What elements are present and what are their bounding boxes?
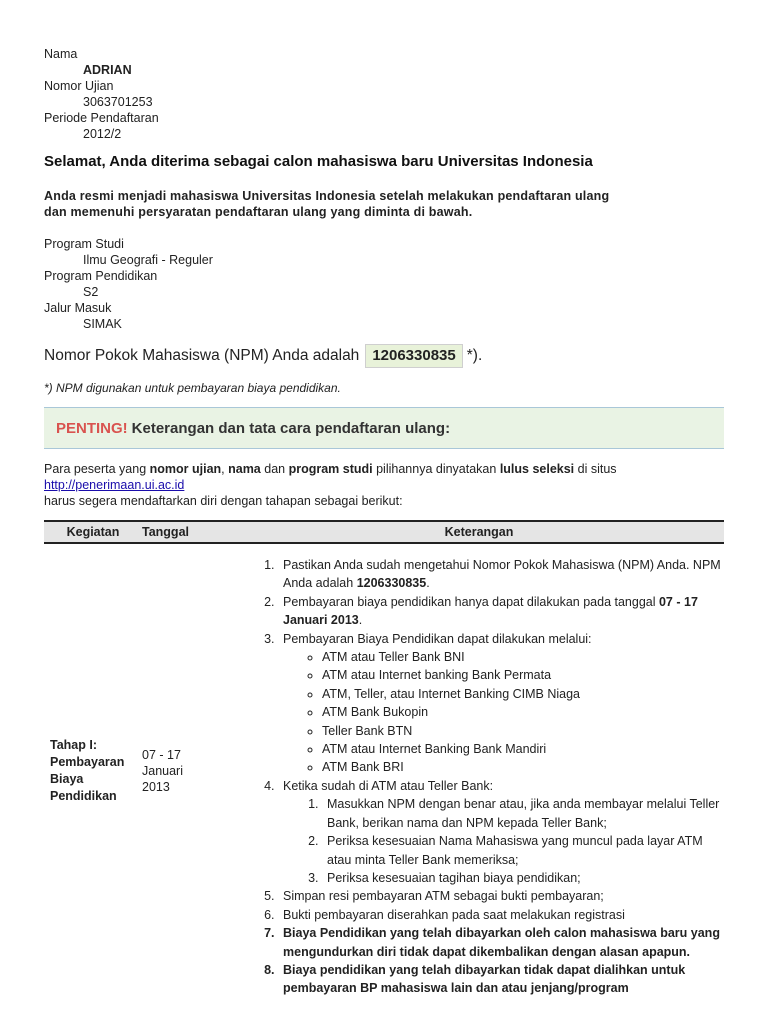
kegiatan-line: Pendidikan [50, 788, 117, 803]
bank-item: ◦ ATM atau Internet banking Bank Permata [322, 666, 724, 684]
studi-value: Ilmu Geografi - Reguler [83, 253, 213, 267]
list-item: 5. Simpan resi pembayaran ATM sebagai bukti pembayaran; [278, 887, 724, 905]
step-text: . [426, 576, 430, 591]
intro-paragraph [44, 461, 724, 509]
admission-letter [44, 46, 724, 998]
pendidikan-value: S2 [83, 285, 99, 299]
nama-value: ADRIAN [83, 63, 132, 77]
studi-label: Program Studi [44, 237, 124, 251]
step-bold: 1206330835 [356, 576, 427, 591]
penting-label: PENTING! [56, 419, 128, 437]
step-text: Pembayaran Biaya Pendidikan dapat dilakukan melalui: [283, 631, 592, 646]
bank-item: ◦ ATM, Teller, atau Internet Banking CIMB Niaga [322, 685, 724, 703]
step-text: Pembayaran biaya pendidikan hanya dapat dilakukan pada tanggal [283, 594, 659, 609]
bank-item: ◦ Teller Bank BTN [322, 722, 724, 740]
list-item [278, 630, 724, 777]
periode-label: Periode Pendaftaran [44, 111, 159, 125]
intro-text: dan [260, 462, 289, 476]
list-item [278, 556, 724, 593]
intro-bold: lulus seleksi [499, 462, 575, 476]
steps-table [44, 520, 724, 998]
lead-paragraph: Anda resmi menjadi mahasiswa Universitas Indonesia setelah melakukan pendaftaran ulang dan memenuhi persyaratan pendaftaran ulang yang diminta di bawah. [44, 189, 610, 219]
intro-bold: nomor ujian [149, 462, 222, 476]
step-text: Pastikan Anda sudah mengetahui Nomor Pokok Mahasiswa (NPM) Anda. NPM Anda adalah [283, 558, 721, 591]
page-title: Selamat, Anda diterima sebagai calon mahasiswa baru Universitas Indonesia [44, 153, 593, 170]
substep-item: 2. Periksa kesesuaian Nama Mahasiswa yang muncul pada layar ATM atau minta Teller Bank memeriksa; [322, 832, 724, 869]
substep-item: 3. Periksa kesesuaian tagihan biaya pendidikan; [322, 869, 724, 887]
steps-list [234, 556, 724, 998]
tanggal-line: Januari [142, 763, 183, 778]
step-bold: 07 - 17 Januari 2013 [283, 594, 698, 628]
nama-label: Nama [44, 47, 78, 61]
intro-text: pilihannya dinyatakan [372, 462, 500, 476]
program-info [44, 236, 724, 332]
step-text: . [358, 613, 363, 628]
intro-text: di situs [574, 462, 617, 476]
intro-text: Para peserta yang [44, 462, 150, 476]
keterangan-cell [234, 543, 724, 998]
jalur-label: Jalur Masuk [44, 301, 112, 315]
pendidikan-label: Program Pendidikan [44, 269, 158, 283]
tanggal-cell [142, 543, 234, 998]
kegiatan-cell [44, 543, 142, 998]
npm-note: *) NPM digunakan untuk pembayaran biaya pendidikan. [44, 381, 341, 395]
ujian-label: Nomor Ujian [44, 79, 114, 93]
bank-item: ◦ ATM atau Internet Banking Bank Mandiri [322, 740, 724, 758]
notice-banner [44, 407, 724, 449]
jalur-value: SIMAK [83, 317, 122, 331]
intro-bold: nama [228, 462, 261, 476]
intro-bold: program studi [288, 462, 373, 476]
bank-item: ◦ ATM Bank Bukopin [322, 703, 724, 721]
list-item [278, 777, 724, 887]
list-item: 6. Bukti pembayaran diserahkan pada saat melakukan registrasi [278, 906, 724, 924]
npm-value-box: 1206330835 [365, 344, 462, 368]
npm-prefix: Nomor Pokok Mahasiswa (NPM) Anda adalah [44, 347, 360, 364]
table-row [44, 543, 724, 998]
substep-item: 1. Masukkan NPM dengan benar atau, jika anda membayar melalui Teller Bank, berikan nama dan NPM kepada Teller Bank; [322, 795, 724, 832]
notice-text: Keterangan dan tata cara pendaftaran ulang: [131, 419, 451, 437]
step-text: Ketika sudah di ATM atau Teller Bank: [283, 778, 494, 793]
atm-substeps [283, 795, 724, 887]
tanggal-line: 07 - 17 [142, 747, 181, 762]
header-kegiatan: Kegiatan [44, 521, 142, 543]
header-tanggal: Tanggal [142, 521, 234, 543]
header-keterangan: Keterangan [234, 521, 724, 543]
bank-list [283, 648, 724, 777]
list-item: 7. Biaya Pendidikan yang telah dibayarkan oleh calon mahasiswa baru yang mengundurkan diri tidak dapat dikembalikan dengan alasan apapun. [278, 924, 724, 961]
npm-line [44, 344, 724, 368]
ujian-value: 3063701253 [83, 95, 153, 109]
table-header-row [44, 521, 724, 543]
kegiatan-line: Tahap I: [50, 737, 97, 752]
list-item: 8. Biaya pendidikan yang telah dibayarkan tidak dapat dialihkan untuk pembayaran BP mahasiswa lain dan atau jenjang/program [278, 961, 724, 998]
penerimaan-link[interactable]: http://penerimaan.ui.ac.id [44, 478, 185, 492]
periode-value: 2012/2 [83, 127, 122, 141]
kegiatan-line: Biaya [50, 771, 84, 786]
bank-item: ◦ ATM Bank BRI [322, 758, 724, 776]
tanggal-line: 2013 [142, 779, 170, 794]
kegiatan-line: Pembayaran [50, 754, 125, 769]
npm-suffix: *). [466, 347, 483, 364]
bank-item: ◦ ATM atau Teller Bank BNI [322, 648, 724, 666]
intro-line3: harus segera mendaftarkan diri dengan tahapan sebagai berikut: [44, 494, 403, 508]
intro-text: , [221, 462, 229, 476]
list-item [278, 593, 724, 630]
